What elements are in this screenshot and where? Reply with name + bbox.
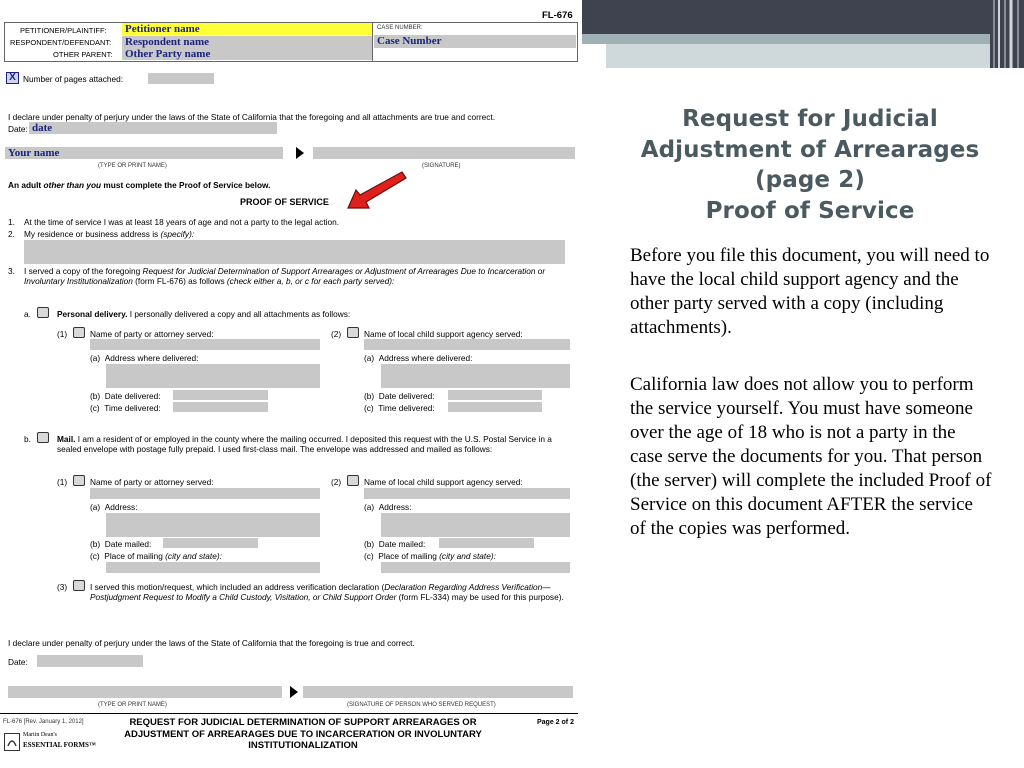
- slide-title: [640, 104, 980, 226]
- a2-label: Name of local child support agency served:: [364, 329, 523, 339]
- pages-attached-label: Number of pages attached:: [23, 74, 124, 84]
- pages-attached-checkbox[interactable]: X: [6, 72, 19, 84]
- a2-address-field[interactable]: [381, 364, 570, 388]
- a2-time-field[interactable]: [448, 402, 542, 412]
- a1-checkbox[interactable]: [73, 327, 85, 338]
- date-label: Date:: [8, 124, 28, 134]
- footer-rule: [0, 713, 578, 714]
- a1-address-label: (a) Address where delivered:: [90, 353, 199, 363]
- b1-address-label: (a) Address:: [90, 502, 138, 512]
- a1-date-label: (b) Date delivered:: [90, 391, 161, 401]
- b2-address-field[interactable]: [381, 513, 570, 537]
- server-signature-caption: (SIGNATURE OF PERSON WHO SERVED REQUEST): [347, 702, 496, 708]
- b2-checkbox[interactable]: [347, 475, 359, 486]
- case-number-field[interactable]: Case Number: [374, 35, 576, 48]
- b2-address-label: (a) Address:: [364, 502, 412, 512]
- signature-caption-1: (SIGNATURE): [422, 163, 461, 169]
- red-arrow-icon: [344, 168, 408, 212]
- b1-place-label: (c) Place of mailing (city and state):: [90, 551, 222, 561]
- case-number-label: CASE NUMBER:: [377, 25, 423, 31]
- pos-heading: PROOF OF SERVICE: [240, 197, 329, 207]
- item-1: At the time of service I was at least 18 years of age and not a party to the legal action.: [24, 217, 339, 227]
- b1-address-field[interactable]: [106, 513, 320, 537]
- b2-place-field[interactable]: [381, 562, 570, 573]
- server-date-field[interactable]: [37, 655, 143, 667]
- b1-date-field[interactable]: [163, 538, 258, 548]
- a2-name-field[interactable]: [364, 339, 570, 350]
- b-label: b.: [24, 434, 31, 444]
- type-print-name-caption-2: (TYPE OR PRINT NAME): [98, 702, 167, 708]
- a-label: a.: [24, 309, 31, 319]
- publisher-logo-icon: [4, 733, 20, 751]
- a1-address-field[interactable]: [106, 364, 320, 388]
- a2-date-field[interactable]: [448, 390, 542, 400]
- a2-checkbox[interactable]: [347, 327, 359, 338]
- item-1-number: 1.: [8, 217, 15, 227]
- b2-place-label: (c) Place of mailing (city and state):: [364, 551, 496, 561]
- a1-time-label: (c) Time delivered:: [90, 403, 161, 413]
- b1-number: (1): [57, 477, 68, 487]
- slide-paragraph-1: Before you file this document, you will need to have the local child support agency and the other party served with a copy (including attachments).: [630, 245, 990, 338]
- decorative-lines-icon: [990, 0, 1024, 68]
- signature-arrow-icon: [296, 147, 304, 159]
- type-print-name-caption-1: (TYPE OR PRINT NAME): [98, 163, 167, 169]
- a2-address-label: (a) Address where delivered:: [364, 353, 473, 363]
- signature-field[interactable]: [313, 147, 575, 159]
- respondent-field[interactable]: Respondent name: [122, 36, 372, 48]
- signature-arrow-icon-2: [290, 686, 298, 698]
- b1-label: Name of party or attorney served:: [90, 477, 214, 487]
- caption-table-divider: [372, 22, 373, 62]
- pages-attached-field[interactable]: [148, 73, 214, 84]
- footer-page: Page 2 of 2: [537, 719, 574, 726]
- b2-date-label: (b) Date mailed:: [364, 539, 426, 549]
- other-parent-field[interactable]: Other Party name: [122, 48, 372, 60]
- footer-title: REQUEST FOR JUDICIAL DETERMINATION OF SUPPORT ARREARAGES OR ADJUSTMENT OF ARREARAGES DUE TO INCARCERATION OR INVOLUNTARY INSTITUTIONALIZATION: [124, 717, 482, 751]
- date-label-2: Date:: [8, 657, 28, 667]
- b1-checkbox[interactable]: [73, 475, 85, 486]
- slide-title-line-1: Request for Judicial: [682, 106, 938, 132]
- a1-date-field[interactable]: [173, 390, 268, 400]
- other-parent-label: OTHER PARENT:: [53, 50, 113, 59]
- mail-checkbox[interactable]: [37, 432, 49, 443]
- item-2-number: 2.: [8, 229, 15, 239]
- a2-number: (2): [331, 329, 342, 339]
- slide-title-line-2: Adjustment of Arrearages: [640, 136, 980, 163]
- name-field[interactable]: Your name: [5, 147, 283, 159]
- header-band-light: [606, 44, 1024, 68]
- b2-label: Name of local child support agency served:: [364, 477, 523, 487]
- publisher-line-1: Martin Dean's: [23, 732, 57, 738]
- server-signature-field[interactable]: [303, 686, 573, 698]
- address-field[interactable]: [24, 240, 565, 264]
- petitioner-label: PETITIONER/PLAINTIFF:: [20, 26, 107, 35]
- b1-date-label: (b) Date mailed:: [90, 539, 152, 549]
- a1-time-field[interactable]: [173, 402, 268, 412]
- form-number: FL-676: [542, 10, 573, 21]
- declaration-1: I declare under penalty of perjury under the laws of the State of California that the foregoing and all attachments are true and correct.: [8, 112, 496, 122]
- slide-paragraph-2: California law does not allow you to perform the service yourself. You must have someone over the age of 18 who is not a party in the case serve the documents for you. That person (the server) will complete the included Proof of Service on this document AFTER the service of the copies was performed.: [630, 374, 992, 539]
- header-band-dark: [580, 0, 1024, 34]
- respondent-label: RESPONDENT/DEFENDANT:: [10, 38, 112, 47]
- a1-label: Name of party or attorney served:: [90, 329, 214, 339]
- mail-text: Mail. I am a resident of or employed in the county where the mailing occurred. I deposited this request with the U.S. Postal Service in a sealed envelope with postage fully prepaid. I used first-class mail. The envelope was addressed and mailed as follows:: [57, 434, 552, 455]
- a1-name-field[interactable]: [90, 339, 320, 350]
- personal-delivery-checkbox[interactable]: [37, 307, 49, 318]
- slide-title-line-4: Proof of Service: [705, 197, 915, 224]
- b1-place-field[interactable]: [106, 562, 320, 573]
- publisher-line-2: ESSENTIAL FORMS™: [23, 741, 96, 749]
- footer-form-id: FL-676 [Rev. January 1, 2012]: [3, 719, 84, 725]
- b2-name-field[interactable]: [364, 488, 570, 499]
- petitioner-field[interactable]: Petitioner name: [122, 23, 372, 35]
- address-verification-checkbox[interactable]: [73, 580, 85, 591]
- b1-name-field[interactable]: [90, 488, 320, 499]
- item-3: I served a copy of the foregoing Request for Judicial Determination of Support Arrearages or Adjustment of Arrearages Due to Incarceration or Involuntary Institutionalization (form FL-676) as follows (check either a, b, or c for each party served):: [24, 266, 546, 287]
- b2-date-field[interactable]: [439, 538, 534, 548]
- a2-time-label: (c) Time delivered:: [364, 403, 435, 413]
- adult-note: An adult other than you must complete the Proof of Service below.: [8, 180, 271, 190]
- a2-date-label: (b) Date delivered:: [364, 391, 435, 401]
- date-field[interactable]: date: [29, 122, 277, 134]
- declaration-2: I declare under penalty of perjury under the laws of the State of California that the foregoing is true and correct.: [8, 638, 415, 648]
- item-2: My residence or business address is (specify):: [24, 229, 195, 239]
- slide-title-line-3: (page 2): [755, 167, 865, 193]
- server-name-field[interactable]: [8, 686, 282, 698]
- b2-number: (2): [331, 477, 342, 487]
- personal-delivery-text: Personal delivery. I personally delivered a copy and all attachments as follows:: [57, 309, 351, 319]
- item-3-3-number: (3): [57, 582, 68, 592]
- a1-number: (1): [57, 329, 68, 339]
- address-verification-text: I served this motion/request, which included an address verification declaration (Declaration Regarding Address Verification—Postjudgment Request to Modify a Child Custody, Visitation, or Child Support Order (form FL-334) may be used for this purpose).: [90, 582, 564, 603]
- header-band-mid: [580, 34, 1024, 44]
- item-3-number: 3.: [8, 266, 15, 276]
